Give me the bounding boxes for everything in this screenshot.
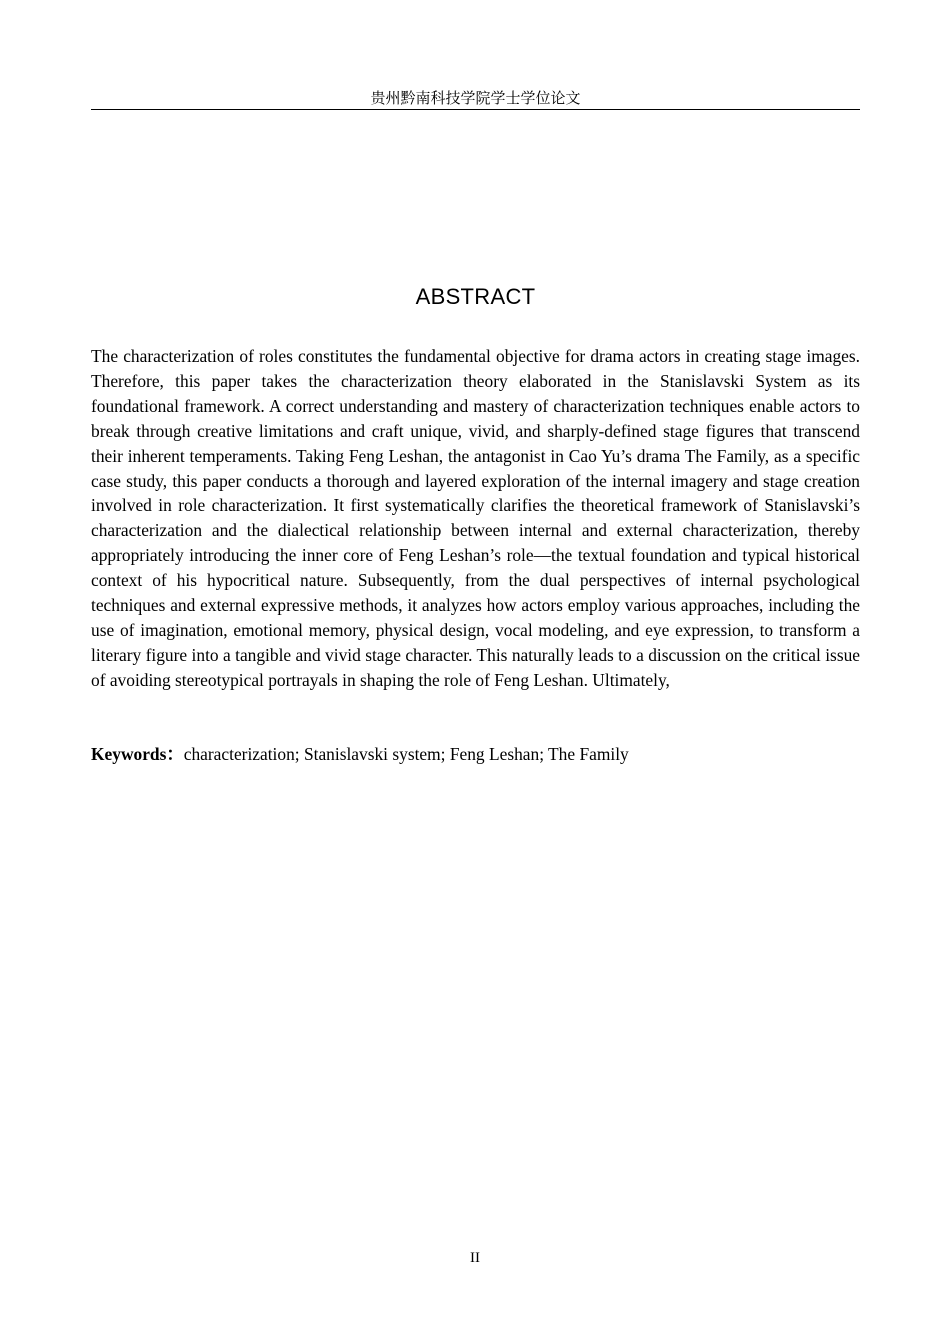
keywords-text: characterization; Stanislavski system; Feng Leshan; The Family	[183, 744, 629, 764]
page-number: II	[470, 1250, 480, 1266]
page-header: 贵州黔南科技学院学士学位论文	[370, 89, 581, 107]
abstract-body: The characterization of roles constitutes the fundamental objective for drama actors in creating stage images. Therefore, this paper takes the characterization theory elaborated in the Stanislavski System as its foundational framework. A correct understanding and mastery of characterization techniques enable actors to break through creative limitations and craft unique, vivid, and sharply-defined stage figures that transcend their inherent temperaments. Taking Feng Leshan, the antagonist in Cao Yu’s drama The Family, as a specific case study, this paper conducts a thorough and layered exploration of the internal imagery and stage creation involved in role characterization. It first systematically clarifies the theoretical framework of Stanislavski’s characterization and the dialectical relationship between internal and external characterization, thereby appropriately introducing the inner core of Feng Leshan’s role—the textual foundation and typical historical context of his hypocritical nature. Subsequently, from the dual perspectives of internal psychological techniques and external expressive methods, it analyzes how actors employ various approaches, including the use of imagination, emotional memory, physical design, vocal modeling, and eye expression, to transform a literary figure into a tangible and vivid stage character. This naturally leads to a discussion on the critical issue of avoiding stereotypical portrayals in shaping the role of Feng Leshan. Ultimately,	[91, 346, 860, 690]
keywords-label: Keywords：	[91, 744, 184, 764]
abstract-title: ABSTRACT	[415, 284, 536, 309]
header-rule	[91, 109, 860, 110]
keywords-line	[91, 742, 860, 767]
